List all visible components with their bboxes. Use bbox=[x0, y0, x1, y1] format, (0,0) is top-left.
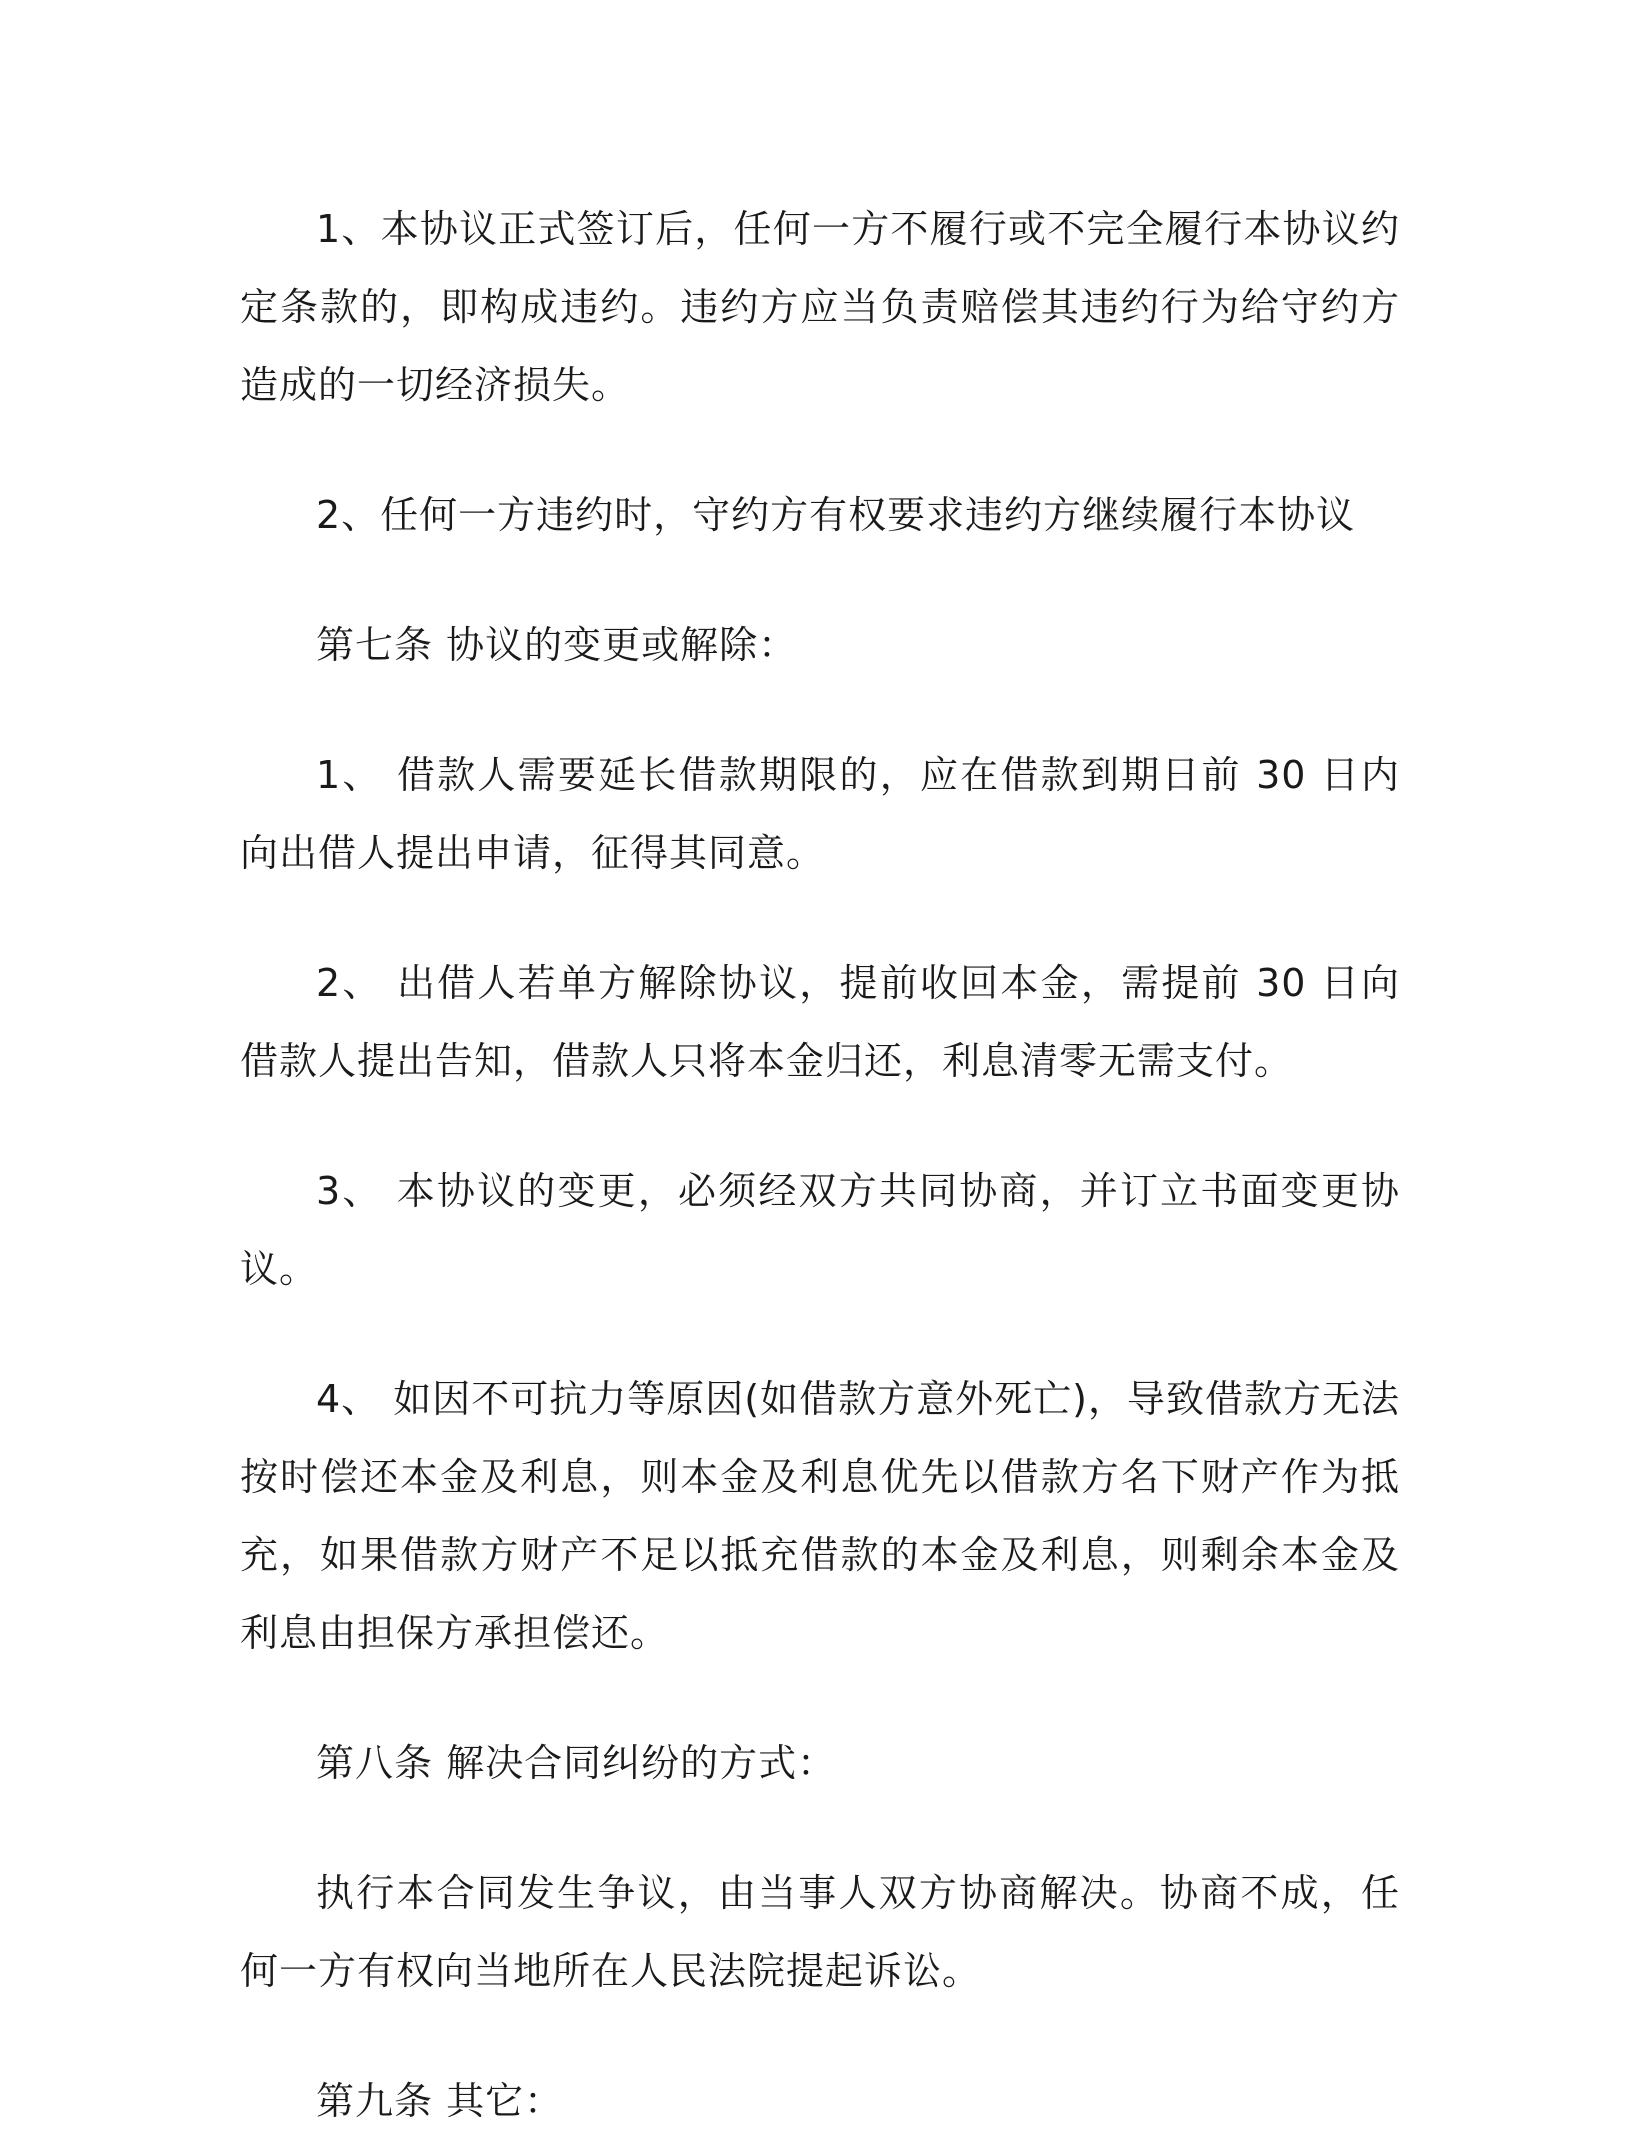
article-7-heading: 第七条 协议的变更或解除： bbox=[316, 623, 798, 667]
clause-6-item-2: 2、任何一方违约时，守约方有权要求违约方继续履行本协议 bbox=[316, 493, 1356, 537]
article-7-item-2: 2、 出借人若单方解除协议，提前收回本金，需提前 30 日向借款人提出告知，借款人只将本金归还，利息清零无需支付。 bbox=[240, 961, 1400, 1083]
document-body bbox=[240, 190, 1400, 2140]
article-7-item-1: 1、 借款人需要延长借款期限的，应在借款到期日前 30 日内向出借人提出申请，征得其同意。 bbox=[240, 753, 1400, 875]
article-7-item-3: 3、 本协议的变更，必须经双方共同协商，并订立书面变更协议。 bbox=[240, 1169, 1400, 1291]
clause-6-item-1: 1、本协议正式签订后，任何一方不履行或不完全履行本协议约定条款的，即构成违约。违约方应当负责赔偿其违约行为给守约方造成的一切经济损失。 bbox=[240, 207, 1400, 407]
article-8-heading: 第八条 解决合同纠纷的方式： bbox=[316, 1741, 837, 1785]
article-8-body: 执行本合同发生争议，由当事人双方协商解决。协商不成，任何一方有权向当地所在人民法院提起诉讼。 bbox=[240, 1871, 1400, 1993]
article-7-item-4: 4、 如因不可抗力等原因(如借款方意外死亡)，导致借款方无法按时偿还本金及利息，则本金及利息优先以借款方名下财产作为抵充，如果借款方财产不足以抵充借款的本金及利息，则剩余本金及利息由担保方承担偿还。 bbox=[240, 1377, 1400, 1655]
article-9-heading: 第九条 其它： bbox=[316, 2079, 564, 2123]
